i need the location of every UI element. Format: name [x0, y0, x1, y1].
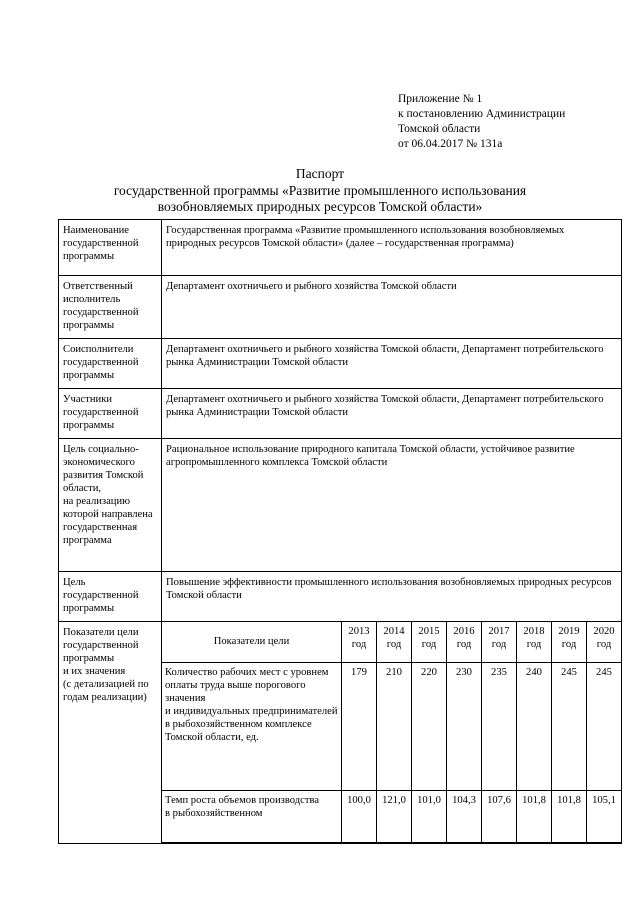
label-goal: Цель государственной программы	[59, 572, 162, 622]
indicator-row-growth	[162, 790, 621, 842]
row-socio-goal	[59, 439, 622, 572]
year-suffix: год	[421, 639, 437, 650]
value-executor: Департамент охотничьего и рыбного хозяйства Томской области	[162, 276, 622, 339]
year-suffix: год	[351, 639, 367, 650]
value-cell: 240	[517, 662, 552, 790]
indicator-name-jobs	[162, 662, 342, 790]
value-cell: 220	[412, 662, 447, 790]
year-suffix: год	[491, 639, 507, 650]
row-program-name	[59, 220, 622, 276]
label-coexecutors: Соисполнители государственной программы	[59, 339, 162, 389]
label-indicators-line1: Показатели цели государственной программы	[63, 627, 139, 664]
annex-number: Приложение № 1	[398, 93, 483, 105]
row-goal	[59, 572, 622, 622]
value-program-name: Государственная программа «Развитие промышленного использования возобновляемых природных ресурсов Томской области» (далее – государственная программа)	[162, 220, 622, 276]
label-program-name: Наименование государственной программы	[59, 220, 162, 276]
value-cell: 100,0	[342, 790, 377, 842]
annex-header	[398, 92, 565, 152]
title-passport: Паспорт	[295, 166, 345, 181]
header-year-2013	[342, 622, 377, 662]
document-title	[0, 166, 640, 216]
year-label: 2014	[383, 626, 405, 637]
year-label: 2017	[488, 626, 510, 637]
value-cell: 104,3	[447, 790, 482, 842]
passport-table	[58, 219, 622, 844]
year-label: 2013	[348, 626, 370, 637]
value-cell: 245	[587, 662, 622, 790]
label-indicators-line3: (с детализацией по годам реализации)	[63, 679, 149, 703]
annex-resolution: к постановлению Администрации	[398, 108, 566, 120]
label-socio-goal-line2: на реализацию которой направлена государственная программа	[63, 496, 153, 546]
annex-date: от 06.04.2017 № 131а	[398, 138, 503, 150]
title-program-line1: государственной программы «Развитие промышленного использования	[113, 182, 527, 198]
indicators-header-row	[162, 622, 621, 662]
year-label: 2018	[523, 626, 545, 637]
value-cell: 245	[552, 662, 587, 790]
value-cell: 101,8	[552, 790, 587, 842]
header-indicator-name: Показатели цели	[162, 622, 342, 662]
row-executor	[59, 276, 622, 339]
header-year-2018	[517, 622, 552, 662]
year-label: 2020	[593, 626, 615, 637]
value-participants: Департамент охотничьего и рыбного хозяйства Томской области, Департамент потребительского рынка Администрации Томской области	[162, 389, 622, 439]
header-year-2016	[447, 622, 482, 662]
value-cell: 210	[377, 662, 412, 790]
label-socio-goal-line1: Цель социально-экономического развития Томской области,	[63, 444, 144, 494]
year-suffix: год	[526, 639, 542, 650]
value-cell: 179	[342, 662, 377, 790]
indicator-name-growth	[162, 790, 342, 842]
year-label: 2019	[558, 626, 580, 637]
value-cell: 121,0	[377, 790, 412, 842]
row-indicators	[59, 622, 622, 844]
label-indicators	[59, 622, 162, 844]
header-year-2019	[552, 622, 587, 662]
label-executor: Ответственный исполнитель государственной программы	[59, 276, 162, 339]
value-cell: 230	[447, 662, 482, 790]
indicator-name-line: Количество рабочих мест с уровнем оплаты труда выше порогового значения	[165, 666, 329, 704]
value-cell: 105,1	[587, 790, 622, 842]
annex-region: Томской области	[398, 123, 481, 135]
value-cell: 235	[482, 662, 517, 790]
row-coexecutors	[59, 339, 622, 389]
year-label: 2016	[453, 626, 475, 637]
title-program-line2: возобновляемых природных ресурсов Томской области»	[157, 199, 483, 214]
year-suffix: год	[386, 639, 402, 650]
year-suffix: год	[456, 639, 472, 650]
value-cell: 101,8	[517, 790, 552, 842]
year-label: 2015	[418, 626, 440, 637]
header-year-2017	[482, 622, 517, 662]
value-goal: Повышение эффективности промышленного использования возобновляемых природных ресурсов Томской области	[162, 572, 622, 622]
value-cell: 101,0	[412, 790, 447, 842]
label-indicators-line2: и их значения	[63, 666, 126, 677]
indicator-row-jobs	[162, 662, 621, 790]
indicator-name-line: в рыбохозяйственном	[165, 807, 263, 819]
header-year-2014	[377, 622, 412, 662]
year-suffix: год	[596, 639, 612, 650]
value-coexecutors: Департамент охотничьего и рыбного хозяйства Томской области, Департамент потребительского рынка Администрации Томской области	[162, 339, 622, 389]
header-year-2015	[412, 622, 447, 662]
indicator-name-line: и индивидуальных предпринимателей	[165, 705, 338, 717]
header-year-2020	[587, 622, 622, 662]
indicators-table	[162, 622, 621, 843]
label-participants: Участники государственной программы	[59, 389, 162, 439]
indicators-cell	[162, 622, 622, 844]
year-suffix: год	[561, 639, 577, 650]
value-socio-goal: Рациональное использование природного капитала Томской области, устойчивое развитие агропромышленного комплекса Томской области	[162, 439, 622, 572]
row-participants	[59, 389, 622, 439]
indicator-name-line: в рыбохозяйственном комплексе Томской области, ед.	[165, 718, 312, 743]
indicator-name-line: Темп роста объемов производства	[165, 794, 320, 806]
value-cell: 107,6	[482, 790, 517, 842]
label-socio-goal	[59, 439, 162, 572]
